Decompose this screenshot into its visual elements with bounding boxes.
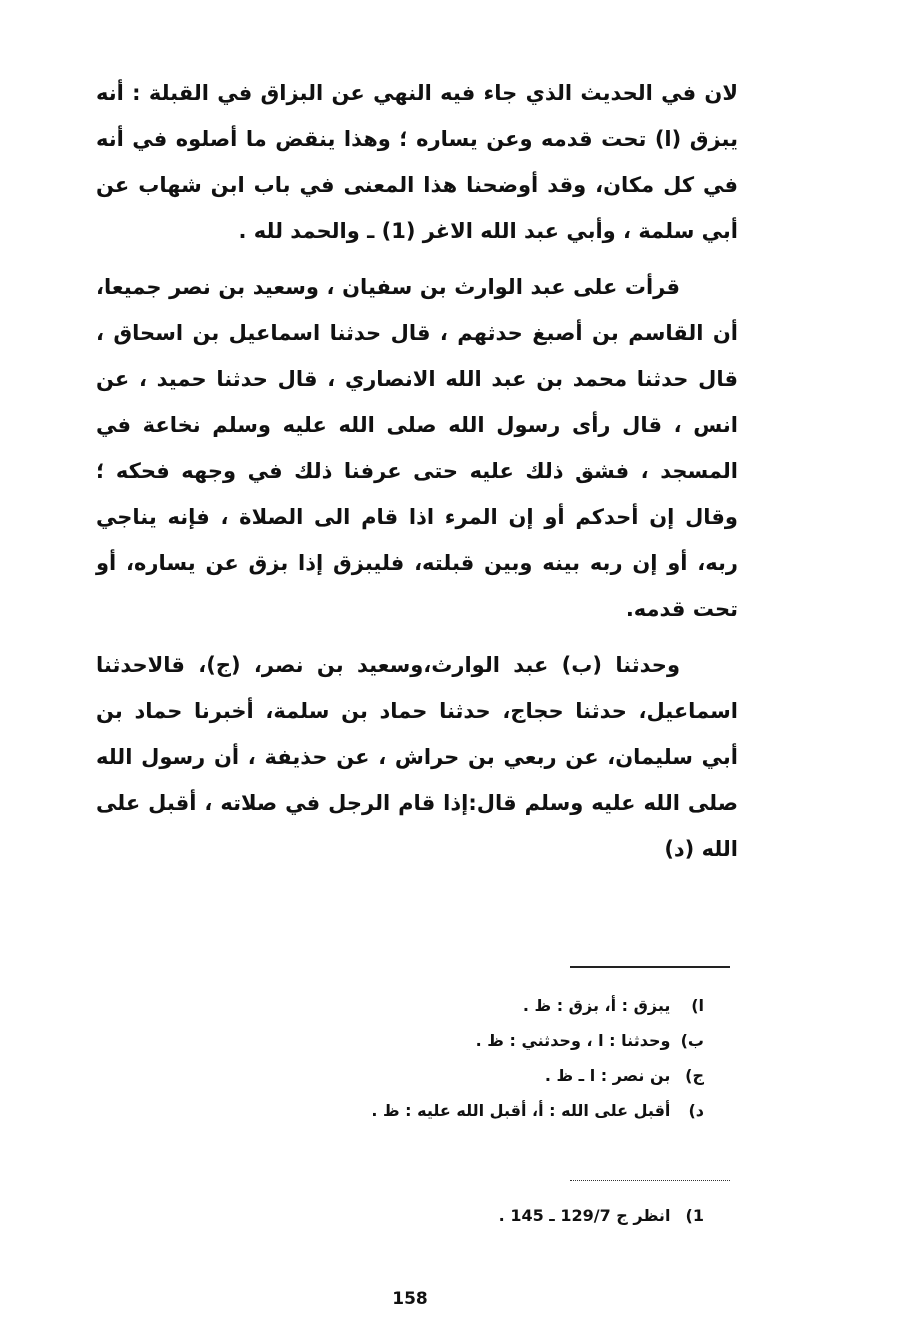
paragraph-2: قرأت على عبد الوارث بن سفيان ، وسعيد بن نصر جميعا، أن القاسم بن أصبغ حدثهم ، قال حدثنا اسماعيل بن اسحاق ، قال حدثنا محمد بن عبد الله الانصاري ، قال حدثنا حميد ، عن انس ، قال رأى رسول الله صلى الله عليه وسلم نخاعة في المسجد ، فشق ذلك عليه حتى عرفنا ذلك في وجهه فحكه ؛ وقال إن أحدكم أو إن المرء اذا قام الى الصلاة ، فإنه يناجي ربه، أو إن ربه بينه وبين قبلته، فليبزق إذا بزق عن يساره، أو تحت قدمه. (96, 275, 738, 621)
footnote-1 (200, 1198, 704, 1233)
footnotes-numbered (200, 1198, 704, 1233)
paragraph-1: لان في الحديث الذي جاء فيه النهي عن البزاق في القبلة : أنه يبزق (ا) تحت قدمه وعن يساره ؛ وهذا ينقض ما أصلوه في أنه في كل مكان، وقد أوضحنا هذا المعنى في باب ابن شهاب عن أبي سلمة ، وأبي عبد الله الاغر (1) ـ والحمد لله . (96, 81, 738, 243)
footnote-marker: ب) (680, 1031, 704, 1050)
footnote-marker: 1) (685, 1206, 704, 1225)
footnote-b (200, 1023, 704, 1058)
footnote-d (200, 1093, 704, 1128)
paragraph-3: وحدثنا (ب) عبد الوارث،وسعيد بن نصر، (ج)، قالاحدثنا اسماعيل، حدثنا حجاج، حدثنا حماد بن سلمة، أخبرنا حماد بن أبي سليمان، عن ربعي بن حراش ، عن حذيفة ، أن رسول الله صلى الله عليه وسلم قال:إذا قام الرجل في صلاته ، أقبل على الله (د) (96, 653, 738, 861)
footnote-c (200, 1058, 704, 1093)
footnote-marker: ا) (691, 996, 704, 1015)
footnote-separator-dotted (570, 1180, 730, 1181)
footnote-text: أقبل على الله : أ، أقبل الله عليه : ظ . (371, 1101, 671, 1120)
main-text (96, 70, 738, 882)
footnote-text: انظر ج 129/7 ـ 145 . (498, 1206, 671, 1225)
page-number: 158 (392, 1289, 428, 1309)
footnote-text: بن نصر : ا ـ ظ . (544, 1066, 671, 1085)
footnote-text: وحدثنا : ا ، وحدثني : ظ . (475, 1031, 671, 1050)
footnote-marker: ج) (685, 1066, 704, 1085)
footnote-text: يبزق : أ، بزق : ظ . (522, 996, 671, 1015)
footnote-marker: د) (688, 1101, 704, 1120)
footnote-a (200, 988, 704, 1023)
footnote-separator (570, 966, 730, 968)
footnotes-lettered (200, 988, 704, 1128)
